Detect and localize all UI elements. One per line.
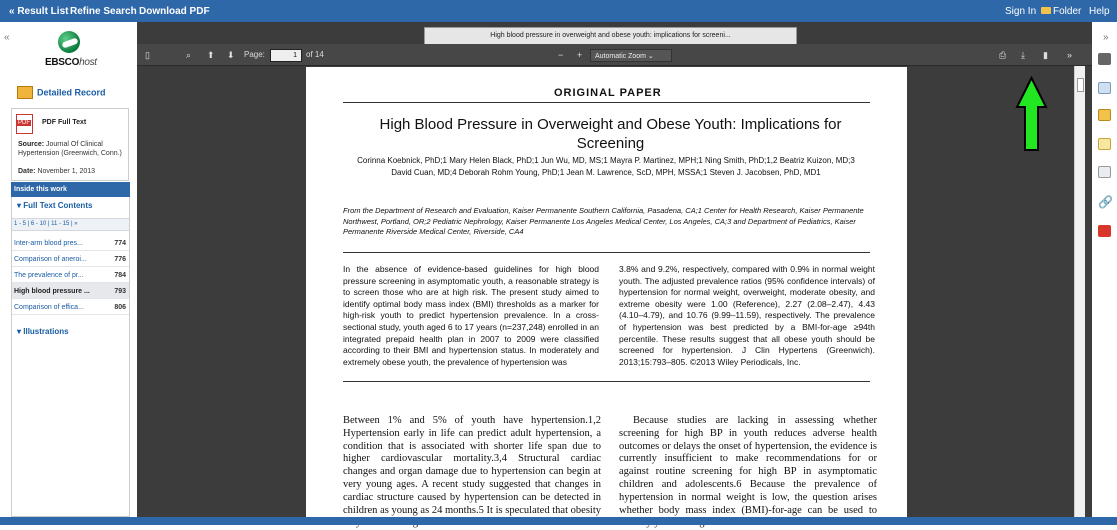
illustrations-toggle[interactable]: ▾ Illustrations: [17, 327, 69, 336]
body-right-column: Because studies are lacking in assessing whether screening for high BP in youth reduces adverse health outcomes or delays the onset of hypertension, the evidence is currently insufficient to make recommendations for or against routine screening for high BP in asymptomatic children and adolescents.6 Because the prevalence of hypertension in normal weight is low, the question arises whether body mass index (BMI)-for-age can be used to: [619, 415, 877, 516]
pdf-page: [306, 67, 907, 517]
folder-icon: [1041, 7, 1051, 14]
top-navigation-bar: [0, 0, 1117, 22]
vertical-scrollbar[interactable]: [1074, 66, 1085, 517]
export-tool-icon[interactable]: [1098, 166, 1111, 178]
save-tool-icon[interactable]: [1098, 109, 1111, 121]
folder-link[interactable]: [1041, 6, 1081, 17]
affiliations: From the Department of Research and Evaluation, Kaiser Permanente Southern California, Pasadena, CA;1 Center for Health Research, Kaiser Permanente Northwest, Portland, OR;2 Pediatric Nephrology, Kaiser Permanente Los Angeles Medical Center, Los Angeles, CA;3 and Department of Pediatrics, Kaiser Permanente Riverside Medical Center, Riverside, CA4: [343, 206, 864, 236]
page-number-input[interactable]: 1: [270, 49, 302, 62]
page-total: of 14: [306, 50, 324, 59]
collapse-right-icon[interactable]: »: [1103, 32, 1109, 43]
full-text-contents-panel: [11, 197, 130, 517]
pdf-full-text-label[interactable]: PDF Full Text: [42, 119, 87, 126]
scrollbar-thumb[interactable]: [1077, 78, 1084, 92]
divider: [343, 252, 870, 253]
toc-item[interactable]: Comparison of aneroi... 776: [12, 251, 129, 267]
pdf-icon: [16, 114, 33, 134]
cite-tool-icon[interactable]: [1098, 138, 1111, 150]
tools-menu-icon[interactable]: »: [1067, 50, 1073, 60]
viewer-tab-strip: [137, 22, 1092, 44]
right-tools-column: [1092, 22, 1117, 517]
divider: [343, 102, 870, 103]
abstract-right-column: 3.8% and 9.2%, respectively, compared with 0.9% in normal weight youth. The adjusted prevalence ratios (95% confidence intervals) of hypertension for normal weight, overweight, moderate obesity, and extreme obesity were 1.00 (Reference), 2.27 (2.08–2.47), 4.43 (4.10–4.79), and 10.76 (9.99–11.59), respectively. The prevalence of hypertension was best predicted by a BMI-for-age ≥94th percentile. These results suggest that all obese youth should be screened for hypertension. J Clin Hypertens (Greenwich). 2013;15:793–805. ©2013 Wiley Periodicals, Inc.: [619, 264, 875, 367]
help-link[interactable]: Help: [1089, 6, 1110, 17]
triangle-down-icon: ▾: [17, 327, 22, 336]
print-tool-icon[interactable]: [1098, 53, 1111, 65]
download-icon[interactable]: ⤓: [1021, 50, 1025, 60]
search-icon[interactable]: ⌕: [186, 50, 192, 60]
document-title-tab[interactable]: High blood pressure in overweight and obese youth: implications for screeni...: [424, 27, 797, 44]
permalink-icon[interactable]: 🔗: [1098, 195, 1113, 209]
divider: [343, 381, 870, 382]
toc-item[interactable]: Inter-arm blood pres... 774: [12, 235, 129, 251]
folder-label: Folder: [1053, 6, 1082, 17]
next-page-icon[interactable]: ⬇: [227, 50, 235, 60]
result-list-link[interactable]: « Result List: [9, 6, 69, 17]
zoom-select[interactable]: Automatic Zoom ⌄: [590, 49, 672, 62]
up-arrow-annotation-icon: [1016, 77, 1047, 151]
pdf-full-text-panel: [11, 108, 129, 181]
triangle-down-icon: ▾: [17, 201, 22, 210]
bookmark-icon[interactable]: ▮: [1043, 50, 1048, 60]
toc-item[interactable]: The prevalence of pr... 784: [12, 267, 129, 283]
print-icon[interactable]: ⎙: [999, 50, 1007, 60]
detailed-record-link[interactable]: [17, 86, 106, 99]
zoom-out-icon[interactable]: −: [558, 50, 564, 60]
section-heading: ORIGINAL PAPER: [554, 87, 662, 99]
download-pdf-link[interactable]: Download PDF: [139, 6, 210, 17]
toc-item[interactable]: Comparison of effica... 806: [12, 299, 129, 315]
author-list: Corinna Koebnick, PhD;1 Mary Helen Black, PhD;1 Jun Wu, MD, MS;1 Mayra P. Martinez, MPH;1 Ning Smith, PhD;1,2 Beatriz Kuizon, MD;3 David Cuan, MD;4 Deborah Rohm Young, PhD;1 Jean M. Lawrence, ScD, MPH, MSSA;1 Steven J. Jacobsen, PhD, MD1: [357, 156, 855, 177]
ebsco-globe-logo-icon: [58, 31, 80, 53]
inside-this-work-header: Inside this work: [11, 182, 130, 197]
sidebar-toggle-icon[interactable]: ▯: [145, 50, 150, 60]
abstract-left-column: In the absence of evidence-based guidelines for high blood pressure screening in asymptomatic youth, a reasonable strategy is to screen those who are at high risk. The present study aimed to identify optimal body mass index (BMI) thresholds as a marker for high-risk youth to predict hypertension prevalence. In a cross-sectional study, youth aged 6 to 17 years (n=237,248) enrolled in an integrated prepaid health plan in 2007 to 2009 were classified according to their BMI and hypertension status. In moderately and extremely obese youth, the prevalence of hypertension was: [343, 264, 599, 367]
pdf-toolbar: [137, 44, 1092, 66]
article-title: High Blood Pressure in Overweight and Obese Youth: Implications for Screening: [379, 116, 842, 152]
toc-item-selected[interactable]: High blood pressure ... 793: [12, 283, 129, 299]
bottom-border: [0, 517, 1117, 525]
toc-pager[interactable]: 1 - 5 | 6 - 10 | 11 - 15 | »: [12, 218, 129, 231]
sign-in-link[interactable]: Sign In: [1005, 6, 1037, 17]
detailed-record-icon: [17, 86, 33, 99]
body-left-column: Between 1% and 5% of youth have hypertension.1,2 Hypertension early in life can predict adult hypertension, a condition that is associated with shorter life span due to higher cardiovascular mortality.3,4 Structural cardiac changes and organ damage due to hypertension can begin at very young ages. A recent study suggested that changes in cardiac structure caused by hypertension can be detected in children as young as 24 months.5 It is speculated that obesity: [343, 415, 601, 516]
full-text-contents-toggle[interactable]: ▾ Full Text Contents: [17, 201, 93, 210]
email-tool-icon[interactable]: [1098, 82, 1111, 94]
chevron-down-icon: ⌄: [647, 53, 654, 60]
ebscohost-logo: EBSCOhost: [45, 57, 97, 68]
page-label: Page:: [244, 50, 265, 59]
source-info: Source: Journal Of Clinical Hypertension (Greenwich, Conn.): [18, 141, 122, 157]
detailed-record-label: Detailed Record: [37, 87, 106, 98]
previous-page-icon[interactable]: ⬆: [207, 50, 215, 60]
date-info: Date: November 1, 2013: [18, 168, 96, 175]
share-plus-icon[interactable]: [1098, 225, 1111, 237]
collapse-left-icon[interactable]: «: [4, 32, 10, 43]
refine-search-link[interactable]: Refine Search: [70, 6, 137, 17]
zoom-in-icon[interactable]: +: [577, 50, 583, 60]
